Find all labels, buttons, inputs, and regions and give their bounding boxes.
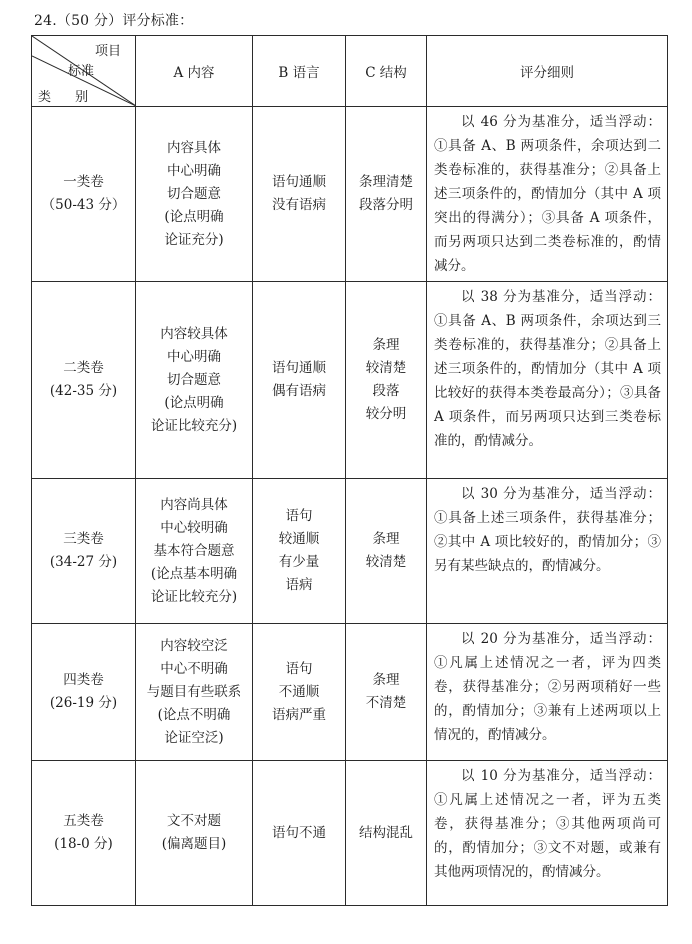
content-cell [136, 624, 253, 761]
detail-cell: 以 46 分为基准分，适当浮动：①具备 A、B 两项条件，余项达到二类卷标准的，获得基准分；②具备上述三项条件的，酌情加分（其中 A 项突出的得满分）；③具备 A 项条件，而另两项只达到二类卷标准的，酌情减分。 [427, 107, 668, 282]
content-line: (论点基本明确 [150, 565, 238, 582]
category-range: (34-27 分) [49, 554, 118, 570]
category-cell [32, 107, 136, 282]
header-structure: C 结构 [346, 36, 427, 107]
header-row [32, 36, 668, 107]
category-cell [32, 282, 136, 479]
corner-item-label: 项目 [94, 44, 121, 59]
language-line: 语病严重 [272, 706, 326, 723]
structure-line: 较清楚 [365, 360, 407, 376]
language-cell [253, 282, 346, 479]
structure-cell [346, 479, 427, 624]
content-line: (论点不明确 [157, 706, 231, 723]
content-line: 内容较具体 [160, 325, 228, 342]
content-line: 内容较空泛 [160, 637, 228, 654]
content-line: 与题目有些联系 [146, 683, 242, 700]
content-line: 中心不明确 [160, 660, 228, 677]
structure-line: 条理 [372, 337, 400, 353]
content-line: 内容具体 [167, 139, 221, 156]
grading-table [31, 35, 668, 906]
language-line: 较通顺 [278, 531, 320, 547]
corner-standard-label: 标准 [68, 64, 95, 79]
question-heading: 24.（50 分）评分标准： [34, 13, 194, 29]
language-cell [253, 107, 346, 282]
content-cell [136, 761, 253, 906]
table-row [32, 282, 668, 479]
category-cell [32, 624, 136, 761]
language-line: 语句不通 [272, 824, 326, 841]
language-line: 语句通顺 [272, 360, 326, 376]
detail-cell: 以 38 分为基准分，适当浮动：①具备 A、B 两项条件，余项达到三类卷标准的，获得基准分；②具备上述三项条件的，酌情加分（其中 A 项比较好的获得本类卷最高分）；③具备 A 项条件，而另两项只达到三类卷标准的，酌情减分。 [427, 282, 668, 479]
content-line: 论证充分) [164, 231, 224, 248]
content-line: (偏离题目) [161, 836, 227, 852]
header-language: B 语言 [253, 36, 346, 107]
category-name: 四类卷 [63, 672, 104, 688]
language-line: 有少量 [278, 554, 320, 570]
category-name: 五类卷 [63, 813, 104, 829]
category-cell [32, 479, 136, 624]
structure-line: 较分明 [365, 406, 407, 422]
content-line: 切合题意 [167, 185, 221, 202]
detail-cell: 以 20 分为基准分，适当浮动：①凡属上述情况之一者，评为四类卷，获得基准分；②另两项稍好一些的，酌情加分；③兼有上述两项以上情况的，酌情减分。 [427, 624, 668, 761]
language-line: 语句 [285, 660, 313, 677]
content-line: 文不对题 [167, 813, 221, 829]
structure-line: 结构混乱 [359, 824, 413, 841]
structure-line: 段落 [372, 383, 400, 399]
header-detail: 评分细则 [427, 36, 668, 107]
table-row [32, 479, 668, 624]
content-line: 中心明确 [167, 162, 221, 179]
language-cell [253, 479, 346, 624]
content-line: 基本符合题意 [153, 542, 235, 559]
content-line: 中心明确 [167, 348, 221, 365]
content-line: (论点明确 [164, 208, 224, 225]
structure-line: 条理 [372, 531, 400, 547]
structure-cell [346, 107, 427, 282]
structure-line: 条理 [372, 672, 400, 688]
table-row [32, 624, 668, 761]
content-cell [136, 479, 253, 624]
content-cell [136, 107, 253, 282]
category-range: (18-0 分) [54, 836, 113, 852]
header-content: A 内容 [136, 36, 253, 107]
category-name: 三类卷 [63, 531, 104, 547]
content-cell [136, 282, 253, 479]
corner-category-label: 类 别 [38, 90, 99, 105]
structure-line: 较清楚 [365, 554, 407, 570]
content-line: 论证空泛) [164, 729, 224, 746]
language-cell [253, 761, 346, 906]
category-range: (26-19 分) [49, 695, 118, 711]
content-line: 内容尚具体 [160, 496, 228, 513]
corner-cell [32, 36, 136, 107]
content-line: 论证比较充分) [150, 417, 238, 434]
detail-cell: 以 30 分为基准分，适当浮动：①具备上述三项条件，获得基准分；②其中 A 项比较好的，酌情加分；③另有某些缺点的，酌情减分。 [427, 479, 668, 624]
language-cell [253, 624, 346, 761]
language-line: 语病 [285, 577, 313, 593]
table-row [32, 761, 668, 906]
content-line: 中心较明确 [160, 519, 228, 536]
language-line: 没有语病 [272, 197, 326, 213]
table-row [32, 107, 668, 282]
language-line: 语句 [285, 508, 313, 524]
content-line: 论证比较充分) [150, 588, 238, 605]
language-line: 偶有语病 [272, 383, 326, 399]
content-line: 切合题意 [167, 371, 221, 388]
category-range: (42-35 分) [49, 383, 118, 399]
category-name: 二类卷 [63, 360, 104, 376]
category-name: 一类卷 [63, 174, 104, 190]
structure-line: 不清楚 [365, 695, 407, 711]
structure-line: 段落分明 [359, 197, 413, 213]
structure-line: 条理清楚 [359, 174, 413, 190]
language-line: 语句通顺 [272, 174, 326, 190]
content-line: (论点明确 [164, 394, 224, 411]
structure-cell [346, 624, 427, 761]
structure-cell [346, 282, 427, 479]
category-cell [32, 761, 136, 906]
detail-cell: 以 10 分为基准分，适当浮动：①凡属上述情况之一者，评为五类卷，获得基准分；③其他两项尚可的，酌情加分；③文不对题，或兼有其他两项情况的，酌情减分。 [427, 761, 668, 906]
structure-cell [346, 761, 427, 906]
category-range: （50-43 分） [41, 197, 126, 213]
language-line: 不通顺 [278, 683, 320, 700]
